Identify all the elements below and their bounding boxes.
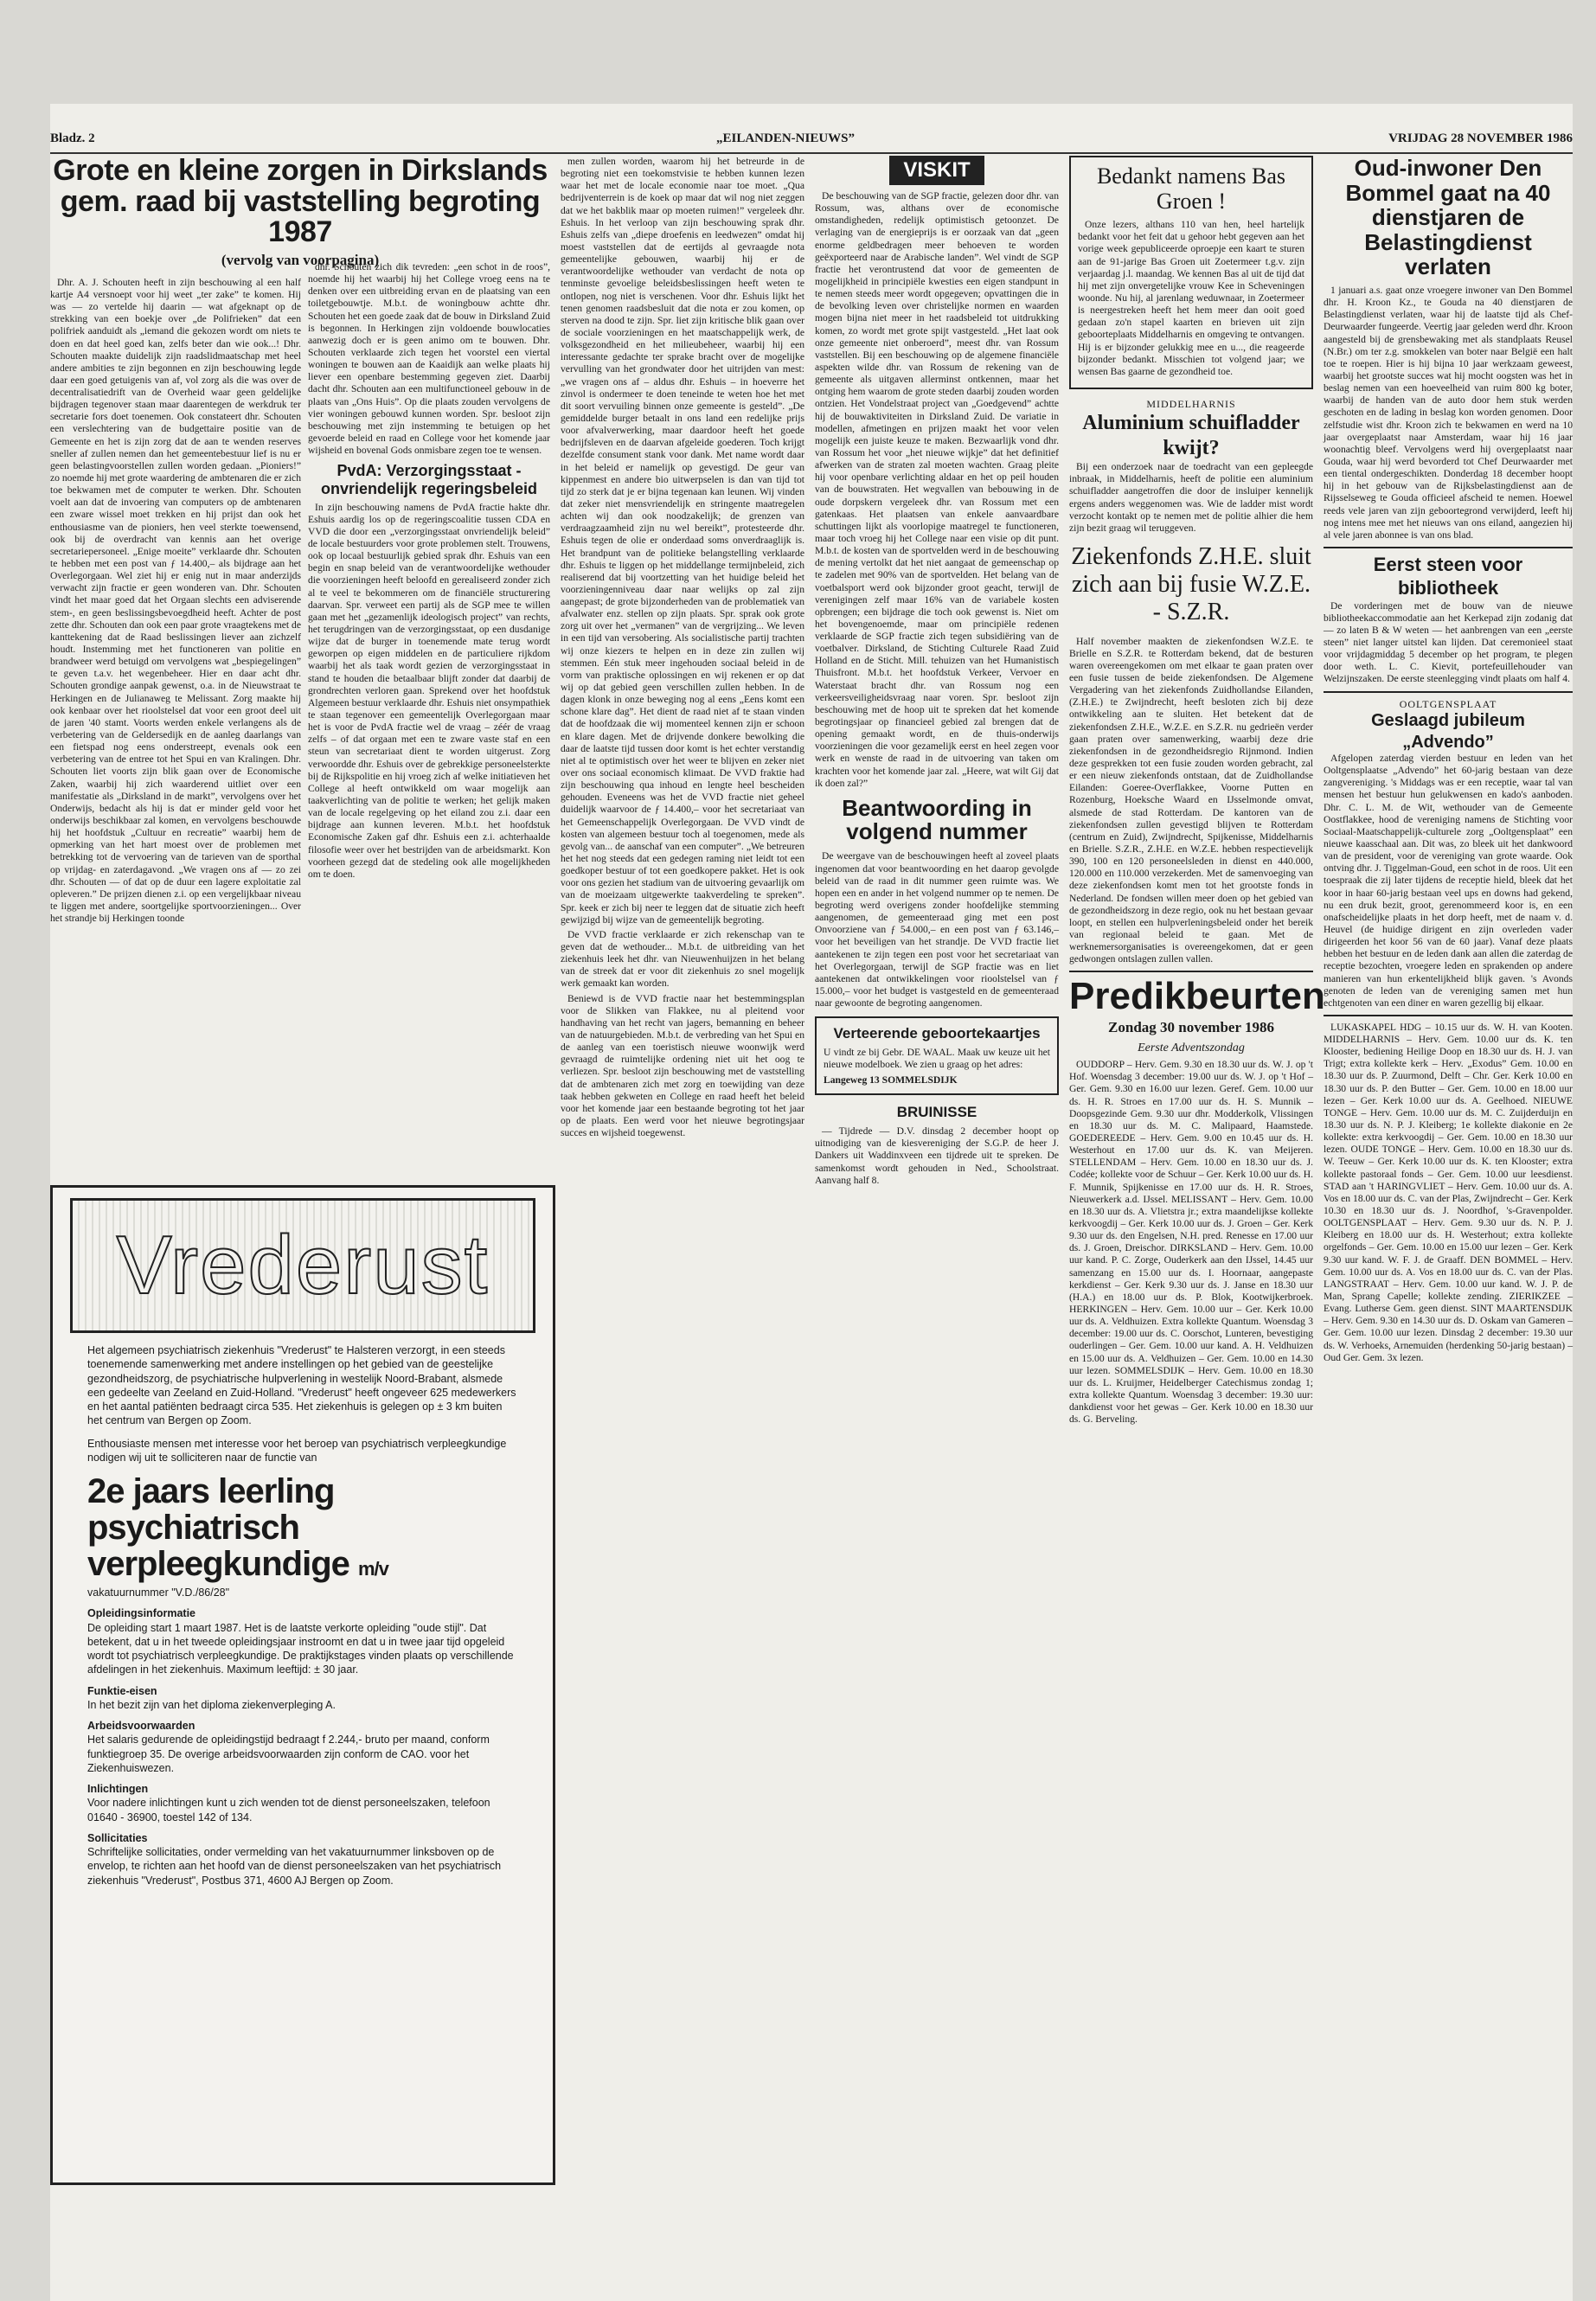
article-text: Onze lezers, althans 110 van hen, heel hartelijk bedankt voor het feit dat u gehoor hebt gegeven aan het vorige week gepubliceerde oproepje een kaart te sturen aan de 91-jarige Bas Groen uit Zoetermeer t.g.v. zijn verjaardag j.l. maandag. We kennen Bas al uit de tijd dat hij met zijn onvergetelijke vrouw Kee in Scheveningen woonde. Nu hij, al jarenlang weduwnaar, in Zoetermeer is neergestreken heeft het hem meer dan ooit goed gedaan zo'n stapel kaarten en brieven uit zijn geboorteplaats Middelharnis en omgeving te ontvangen. Hij is er bijzonder gelukkig mee en u..., die reageerde bijzonder bedankt. Misschien tot volgend jaar; we wensen Bas gaarne de gezondheid toe. (1078, 219, 1304, 377)
article-text: men zullen worden, waarom hij het betreurde in de begroting niet een toekomstvisie te hebben kunnen lezen waar het met de locale economie naar toe moet. „Qua bedrijventerrein is de koek op maar dat wil nog niet zeggen dat we het bakblik maar op moeten ruimen!” vergeleek dhr. Eshuis. In het verloop van zijn beschouwing sprak dhr. Eshuis zelfs van „diepe droefenis en leedwezen” omdat hij moest vaststellen dat de eertijds al gevraagde nota gemeentelijke gebouwen, waarbij hij er de verantwoordelijke wethouder van verdacht de nota op tenminste gevoelige beleidsbeslissingen heeft weten te ontlopen, nog niet is verschenen. Voor dhr. Eshuis lijkt het tenen genomen raadsbesluit dat die nota er zou komen, op sterven na dood te zijn. Spr. liet zijn kritische blik gaan over de sociale voorzieningen en het maatschappelijk werk, de volksgezondheid en het milieubeheer, waarbij hij een interessante gedachte ter sprake bracht over de mogelijke vervulling van het grondwater door het uitrijden van mest: „we vragen ons af – aldus dhr. Eshuis – in hoeverre het zinvol is ondermeer te doen teneinde te weten hoe het met dit soort vervuiling binnen onze gemeente is gesteld”. „De gemiddelde burger betaalt in ons land een redelijke prijs voor afvalverwerking, maar daardoor heeft het goede bedrijfsleven en de daarvan afgeleide goederen. Toch krijgt dezelfde consument stank voor dank. Met name wordt daar in het beleid er namelijk op gevestigd. De geur van kippenmest en andere bio uitwerpselen is dan van tijd tot tijd zo sterk dat je er bijna tegenaan kan leunen. Wij vinden dat zeker niet mensvriendelijk en stringente maatregelen achten wij dan ook noodzakelijk; de grenzen van verdraagzaamheid zijn nu wel bereikt”, protesteerde dhr. Eshuis tegen de olie er onderdaad soms onverdraaglijk is. Het brandpunt van de politieke belangstelling verklaarde dhr. Eshuis te liggen op het middellange termijnbeleid, zich realiserend dat bij voortzetting van het huidige beleid het voorzieningenniveau daar naar welijks op zal zijn aangepast; de grote bijzonderheden van de problematiek van afvalwater enz. stellen op zijn plaats. Spr. sprak ook grote zorg uit over het „vermanen” van de vergrijzing... We leven in een tijd van versobering. Als socialistische partij trachten wij onze kiezers te helpen en in deze zin zullen wij stemmen. Eén stuk meer ingehouden sociaal beleid in de vorm van praktische oplossingen en wij rekenen er op dat wij op dat gebied geen verschillen zullen hebben. In de dagen klonk in onze beweging nog al eens „Eens komt een schone klare dag”. Het dient de raad niet af te staan vinden dat de hoofdzaak die wij momenteel kennen zijn er schoon en klare dagen. Met de drijvende donkere bewolking die daar de laatste tijd tussen door komt is het echter verstandig niet al te optimistisch over het weer te blijven en zeker niet over ons sociaal economisch klimaat. De VVD fraktie had zijn beschouwing qua inhoud en lengte heel bescheiden gehouden. Eveneens was het de VVD fractie niet geheel duidelijk waarvoor de ƒ 14.400,– voor het secretariaat van het Gemeenschappelijk Overlegorgaan. De VVD vindt de kosten van algemeen bestuur toch al toegenomen, mede als gevolg van... de aanschaf van een computer”. „We betreuren het het nog steeds dat een gedegen raming niet leidt tot een goedkoper bestuur of tot een goedkopere pakket. Het is ook voor ons gezien het stadium van de uitvoering gevaarlijk om van de moeizaam uitgewerkte taakverdeling te spreken”. Spr. keek er zich bij neer te leggen dat de situatie zich heeft gewijzigd bij wijze van de gemeentelijk begroting. (561, 156, 804, 926)
section-heading: Beantwoording in volgend nummer (842, 794, 1032, 845)
viskit-logo: VISKIT (889, 156, 984, 185)
article-text: 1 januari a.s. gaat onze vroegere inwoner van Den Bommel dhr. H. Kroon Kz., te Gouda na 40 dienstjaren de Belastingdienst verlaten, waar hij de laatste tijd als Chef-Deurwaarder fungeerde. Veertig jaar geleden werd dhr. Kroon aangesteld bij de grensbewaking met als standplaats Reusel (N.Br.) om ter z.g. smokkelen van boter naar België een halt toe te roepen. Hier is hij bijna 10 jaar werkzaam geweest, waarbij het grootste succes wat hij mocht oogsten was het in beslag nemen van een hoeveelheid van ruim 800 kg boter, waarbij de handen van de auto door hem stuk werden geschoten en de lading in beslag kon worden genomen. Door zelfstudie wist dhr. Kroon zich te bekwamen en werd na 10 jaar overgeplaatst naar Amsterdam, waar hij 16 jaar woonachtig bleef. Vervolgens werd hij overgeplaatst naar Gouda, waar hij werd bevorderd tot Chef Deurwaarder met een tiental ondergeschikten. Donderdag 18 december hoopt hij in het gebouw van de Rijksbelastingdienst aan de Rijsselseweg te Gouda officieel afscheid te nemen. Hoewel reeds vele jaren van zijn geboortegrond verwijderd, leeft hij nog intens mee met het nieuws van ons eiland, aangezien hij al vele jaren abonnee is van ons blad. (1324, 284, 1573, 541)
section-heading: Oud-inwoner Den Bommel gaat na 40 dienstjaren de Belastingdienst verlaten (1345, 155, 1551, 280)
place-label: OOLTGENSPLAAT (1399, 697, 1497, 710)
place-label: MIDDELHARNIS (1146, 398, 1236, 411)
section-heading: BRUINISSE (896, 1104, 977, 1121)
bas-groen-box (1069, 156, 1313, 389)
ad-text: Het salaris gedurende de opleidingstijd bedraagt f 2.244,- bruto per maand, conform funktiegroep 35. De overige arbeidsvoorwaarden zijn conform de CAO. voor het Ziekenhuiswezen. (87, 1734, 490, 1774)
article-text: De beschouwing van de SGP fractie, gelezen door dhr. van Rossum, was, althans over de economische omstandigheden, redelijk optimistisch getoonzet. De verlaging van de energieprijs is er oorzaak van dat „geen enorme geldbedragen meer behoeven te worden geëxporteerd naar de Arabische landen”. Wel vindt de SGP fractie het verontrustend dat voor de gemeenten de mogelijkheid in principiële kwesties een eigen standpunt in te nemen steeds meer wordt opgegeven; opvattingen die in de bevolking leven over christelijke normen en waarden mogen bijna niet meer in het raadsbeleid tot uitdrukking komen, zo wordt met grote spijt vastgesteld. „Het laat ook onze gemeente niet onberoerd”, meest dhr. van Rossum vaststellen. Bij een beschouwing op de algemene financiële aspekten wilde dhr. van Rossum de rekening van de gemeente als uitgaven allerminst ontkennen, maar het ontging hem waarom de grote steden daarbij zouden worden ontzien. Het Vondelstraat project van „Goedgevend” achtte hij de bouwaktiviteiten in Dirksland Zuid. De variatie in modellen, afmetingen en prijzen maakt het voor velen mogelijk een juiste keuze te maken. Bezwaarlijk vond dhr. van Rossum het voor „het nieuwe wijkje” dat het definitief afwerken van de straten zal moeten wachten. Graag pleite hij voor openbare verlichting aldaar en het op peil houden van de bouwstraten. Het wegvallen van bebouwing in de oude dorpskern vergeleek dhr. van Rossum met een gatenkaas. Het plaatsen van enkele aanvaardbare schuttingen lijkt als voorlopige maatregel te functioneren, maar toch vroeg hij het College naar een visie op dit punt. M.b.t. de kosten van de sportvelden werd in de beschouwing de mening vertolkt dat het niet aangaat de gemeenschap op te zadelen met 90% van de sportvelden. Het belang van de voetbalsport werd ook bijzonder groot geacht, terwijl de verenigingen zelf maar 16% van de variabele kosten opbrengen; een bijdrage die toch ook gewenst is. Niet om het bovengenoemde, maar om principiële redenen verklaarde de SGP fractie zich tegen subsidiëring van de voetbalver. Dirksland, de Stichting Culturele Raad Zuid Holland en de Sticht. Mill. tehuizen van het Humanistisch Thuisfront. M.b.t. het hoofdstuk Verkeer, Vervoer en Waterstaat bracht dhr. van Rossum nog een verkeersveiligheidsvraag naar voren. Spr. besloot zijn beschouwing met de hoop uit te spreken dat het komende begrotingsjaar op financieel gebied zal brengen dat de opening gemaakt wordt, en de thuis-onderwijs voorzieningen die voor gezamelijk eerst en heel zegen voor werk en wenste de raad in de uitvoering van taken om krachten voor het komende jaar zal. „Heere, wat wilt Gij dat ik doen zal?” (815, 190, 1059, 789)
article-text: Bij een onderzoek naar de toedracht van een gepleegde inbraak, in Middelharnis, heeft de politie een aluminium schuifladder aangetroffen die door de insluiper kennelijk ergens anders weggenomen was. Wie de ladder mist wordt verzocht kontakt op te nemen met de politie alhier die hem zijn bezit graag wil teruggeven. (1069, 461, 1313, 534)
divider (1069, 971, 1313, 972)
article-text: Dhr. A. J. Schouten heeft in zijn beschouwing al een half kartje A4 versnoept voor hij weet „ter zake” te komen. Hij was — zo vertelde hij daarin — wat afgeknapt op de strekking van een boekje over „de Polifrieken” dat een polifriek aanduidt als „iemand die gekozen wordt om niets te doen en dat heel goed kan, zelfs beter dan wie ook...! Dhr. Schouten maakte duidelijk zijn raadslidmaatschap met heel andere ambities te zijn begonnen en zijn beschouwing legde daar een goed getuigenis van af, vol zorg als die was over de decentralisatiedrift van de Overheid waar geen geldelijke bijdragen tegenover staan maar daarentegen de werkdruk ter secretarie fors doet toenemen. Ook constateert dhr. Schouten een verslechtering van de budgettaire positie van de Gemeente en het is zijn zorg dat de aan te wenden reserves sneller af zullen nemen dan het gemeentebestuur lief is nu er geen belastingvoorstellen zullen worden gedaan. „Pioniers!” zo noemde hij met grote waardering de ambtenaren die er zich toe bekwamen met de computer te werken. Dhr. Schouten voelt aan dat de invoering van computers op de ambtenaren een zware wissel moet trekken en hij prijst dan ook het enthousiasme van de pioniers, hen veel sterkte toewensend, ook bij de overdracht van kennis aan het overige secretariepersoneel. „Enige moeite” verklaarde dhr. Schouten te hebben met een post van ƒ 14.400,– als bijdrage aan het Overlegorgaan. Wel ziet hij er enig nut in maar anderzijds verwacht zijn fractie er geen wonderen van. Dhr. Schouten vindt het maar goed dat het Orgaan slechts een adviserende stem-, en geen beslissingsbevoegdheid heeft. Achter de post zette dhr. Schouten dan ook een paar grote vraagtekens met de kanttekening dat de Raad beslissingen liever aan zichzelf houdt. Instemming met het functioneren van politie en brandweer werd betuigd om vervolgens wat „bespiegelingen” te geven t.a.v. het wegenbeheer. Hier en daar acht dhr. Schouten grondige aanpak gewenst, o.a. in de Nieuwstraat te Herkingen en de Julianaweg te Melissant. Zorg maakte hij ook kenbaar over het rioolstelsel dat voor een groot deel uit de jaren '40 stamt. Voorts werden enkele verlangens als de verbetering van de Geldersedijk en de aanleg daarlangs van een fietspad nog eens onderstreept, evenals ook een verbetering van de entree tot het Spui en van Kralingen. Dhr. Schouten liet voorts zijn blik gaan over de Economische Zaken, waarbij hij zich waarderend uitliet over een manifestatie als „Dirksland in de markt”, vervolgens over het Onderwijs, bedacht als hij is dat er minder geld voor het onderwijs beschikbaar zal komen, en vervolgens beschouwde hij het hoofdstuk „Cultuur en recreatie” waarbij hem de opmerking van het hart moest over de problemen met betrekking tot de vervoering van de tarieven van de sporthal op vrijdag- en zaterdagavond. „We vragen ons af — zo zei dhr. Schouten — of dat op de duur een lagere exploitatie zal opleveren.” De prijzen dienen z.i. op een vergelijkbaar niveau te liggen met andere, soortgelijke sportvoorzieningen... Over het strandje bij Herkingen toonde (50, 276, 301, 925)
column-6 (1324, 156, 1573, 2180)
ad-call: Enthousiaste mensen met interesse voor het beroep van psychiatrisch verpleegkundige nodigen wij uit te solliciteren naar de functie van (87, 1437, 507, 1464)
section-heading: Aluminium schuifladder kwijt? (1082, 411, 1300, 459)
ad-text: U vindt ze bij Gebr. DE WAAL. Maak uw keuze uit het nieuwe modelboek. We zien u graag op het adres: (824, 1047, 1050, 1071)
page-number: Bladz. 2 (50, 131, 95, 145)
ad-job-title: 2e jaars leerling psychiatrisch verpleegkundige (87, 1472, 349, 1583)
ad-label: Inlichtingen (87, 1783, 149, 1795)
column-2 (308, 261, 550, 1176)
column-4 (815, 156, 1059, 2180)
vrederust-advertisement (50, 1185, 555, 2185)
service-subtitle: Eerste Adventszondag (1138, 1042, 1245, 1055)
ad-address: Langeweg 13 SOMMELSDIJK (824, 1074, 958, 1086)
article-text: Beniewd is de VVD fractie naar het bestemmingsplan voor de Slikken van Flakkee, nu al pleitend voor handhaving van het recht van jagers, bemanning en beheer van de natuurgebieden. M.b.t. de verbreding van het Spui en de aanleg van een toeristisch nieuwe woonwijk werd gevraagd de ruimtelijke ordening niet uit het oog te verliezen. Spr. besloot zijn beschouwing met de vaststelling dat de ambtenaren zich met zorg en toewijding van deze taak hebben gekweten en College en raad heeft het beleid voor het komende jaar een bestaande begroting tot het jaar op de plaats. Een werd voor het nieuwe begrotingsjaar succes en wijsheid toegewenst. (561, 992, 804, 1139)
page-header (50, 128, 1573, 154)
article-text: dhr. Schouten zich dik tevreden: „een schot in de roos”, noemde hij het waarbij hij het College vroeg eens na te denken over een uitbreiding ervan en de plaatsing van een toiletgebouwtje. M.b.t. de woningbouw achtte dhr. Schouten het een goede zaak dat de bouw in Dirksland Zuid is begonnen. In Herkingen zijn voldoende bouwlocaties aanwezig doch er is geen animo om te bouwen. Dhr. Schouten verklaarde zich tegen het voorstel een viertal woningen te bouwen aan de Kaaidijk aan welke plaats hij liever een openbare bestemming gegeven ziet. Daarbij dacht dhr. Schouten aan een multifunctioneel gebouw in de plaats van „Ons Huis”. Op die plaats zouden vervolgens de vier woningen gebouwd kunnen worden. Spr. besloot zijn beschouwing met zijn instemming te betuigen op het gevoerde beleid en raad en College voor het komende jaar wijsheid en bovenal Gods onmisbare zegen toe te wensen. (308, 261, 550, 457)
ad-label: Arbeidsvoorwaarden (87, 1720, 195, 1732)
article-text: In zijn beschouwing namens de PvdA fractie hakte dhr. Eshuis aardig los op de regeringscoalitie tussen CDA en VVD die door een „verzorgingsstaat onvriendelijk beleid” de locale bestuurders voor grote problemen stelt. Trouwens, ook op locaal bestuurlijk gebied sprak dhr. Eshuis van een begin en snap beleid van de verantwoordelijke wethouder die voorzieningen heeft beloofd en gerealiseerd zonder zich al te veel te bekommeren om de financiële structurering daarvan. Spr. verweet een partij als de SGP mee te willen gaan met het „gezamenlijk ideologisch project” van rechts, het terugdringen van de verzorgingsstaat, op een dusdanige wijze dat de burger in toenemende mate terug wordt geworpen op eigen middelen en de particuliere rijkdom waarbij het als taak wordt gezien de verzorgingsstaat in stand te houden die betaalbaar blijft zonder dat daarbij de grondrechten verloren gaan. Sprekend over het hoofdstuk Algemeen bestuur verklaarde dhr. Eshuis niet onsympathiek te staan tegenover een gemeentelijk Overlegorgaan maar het is voor de PvdA fractie wel de vraag – zéér de vraag zelfs – of dat orgaan met een te zware vaste staf en een steun van secretariaat dient te worden uitgerust. Zorg verwoordde dhr. Eshuis over de gebrekkige personeelsterkte bij de Rijkspolitie en hij vroeg zich af welke initiatieven het College al heeft ontwikkeld om waar mogelijk aan taakverlichting van de politie te werken; het gelijk maken van de locale regelgeving op het eiland zou z.i. daar een bijdrage aan kunnen leveren. M.b.t. het hoofdstuk Economische Zaken gaf dhr. Eshuis een z.i. achterhaalde filosofie weer over het bestrijden van de arbeidsmarkt. Kon voorheen gezegd dat de stedeling ook alle mogelijkheden om te doen. (308, 501, 550, 880)
service-list: LUKASKAPEL HDG – 10.15 uur ds. W. H. van Kooten. MIDDELHARNIS – Herv. Gem. 10.00 uur ds. K. ten Klooster, bediening Heilige Doop en 18.30 uur ds. H. J. van Trigt; extra kollekte kerk – Herv. „Exodus” Gem. 10.00 en 18.30 uur ds. P. Zuurmond, Delft – Chr. Ger. Kerk 10.00 en 18.30 uur ds. P. den Butter – Ger. Gem. 10.00 en 18.00 uur lezen – Ger. Kerk 10.00 uur ds. A. Geelhoed. NIEUWE TONGE – Herv. Gem. 10.00 uur ds. M. C. Zuijderduijn en 18.30 uur ds. N. P. J. Kleiberg; 1e kollekte diakonie en 2e kollekte: extra kerkvoogdij – Ger. Gem. 10.00 en 18.30 uur lezen. OUDE TONGE – Herv. Gem. 10.00 en 18.30 uur ds. W. Teeuw – Ger. Kerk 10.00 uur ds. K. ten Klooster; extra kollekte pastoraal fonds – Ger. Gem. 10.00 uur leesdienst. STAD aan 't HARINGVLIET – Herv. Gem. 10.00 uur ds. A. Vos en 18.00 uur ds. C. van der Plas, Zwijndrecht – Ger. Kerk 10.30 en 18.30 uur ds. J. Noordhof, 's-Gravenpolder. OOLTGENSPLAAT – Herv. Gem. 9.30 uur ds. N. P. J. Kleiberg en 18.00 uur ds. H. Westerhout; extra kollekte orgelfonds – Ger. Gem. 10.00 en 15.00 uur lezen – Ger. Kerk 9.30 uur kand. W. F. J. de Graaff. DEN BOMMEL – Herv. Gem. 10.00 uur ds. A. Vos en 18.00 uur ds. C. van der Plas. LANGSTRAAT – Herv. Gem. 10.00 uur kand. W. J. P. de Man, Sprang Capelle; kollekte zending. ZIERIKZEE – Evang. Lutherse Gem. geen dienst. SINT MAARTENSDIJK – Herv. Gem. 9.30 en 14.30 uur ds. D. Oskam van Gameren – Ger. Gem. 10.00 uur lezen. Dinsdag 2 december: 19.30 uur ds. W. Verhoeks, Arnemuiden (herdenking 50-jarig bestaan) – Oud Ger. Gem. 3x lezen. (1324, 1021, 1573, 1363)
ad-label: Funktie-eisen (87, 1684, 157, 1697)
article-text: De vorderingen met de bouw van de nieuwe bibliotheekaccommodatie aan het Kerkepad zijn zodanig dat — zo laten B & W weten — het aanbrengen van een „eerste steen” niet langer uitstel kan lijden. Dat ceremonieel staat voor vrijdagmiddag 5 december op het program, te plegen door weth. L. C. Kievit, portefeuillehouder van Welzijnszaken. De eerste steenlegging vindt plaats om half 4. (1324, 599, 1573, 685)
main-subtitle: (vervolg van voorpagina) (221, 252, 380, 269)
vrederust-logo: Vrederust (70, 1198, 535, 1333)
ad-intro: Het algemeen psychiatrisch ziekenhuis "Vrederust" te Halsteren verzorgt, in een steeds toenemende samenwerking met andere instellingen op het gebied van de geestelijke gezondheidszorg, de psychiatrische hulpverlening in westelijk Noord-Brabant, alsmede een gedeelte van Zeeland en Zuid-Holland. "Vrederust" heeft ongeveer 625 medewerkers en het aantal patiënten bedraagt circa 535. Het ziekenhuis is gelegen op ± 3 km buiten het centrum van Bergen op Zoom. (87, 1344, 516, 1427)
ad-title: Verteerende geboortekaartjes (833, 1025, 1041, 1042)
article-text: Half november maakten de ziekenfondsen W.Z.E. te Brielle en S.Z.R. te Rotterdam bekend, dat de besturen waren overeengekomen om met elkaar te gaan praten over een fusie tussen de beide ziekenfondsen. De Algemene Vergadering van het ziekenfonds Zuidhollandse Eilanden, (Z.H.E.) te Zwijndrecht, heeft besloten zich bij deze ontwikkeling aan te sluiten. Het betekent dat de ziekenfondsen Z.H.E., W.Z.E. en S.Z.R. nu gedrieën verder gaan praten over samenwerking, waarbij deze drie ziekenfondsen in de gezondheidsregio Rijnmond. Indien deze gesprekken tot een fusie zouden worden gebracht, zal er een nieuw ziekenfonds ontstaan, dat de Zuidhollandse Eilanden: Goeree-Overflakkee, Voorne Putten en Rozenburg, Hoeksche Waard en IJsselmonde omvat, alsmede de stad Rotterdam. De kantoren van de ziekenfondsen zullen gevestigd blijven te Rotterdam (centrum en Zuid), Zwijndrecht, Spijkenisse, Middelharnis en Brielle. S.Z.R., Z.H.E. en W.Z.E. hebben respectievelijk 390, 100 en 120 personeelsleden in dienst en 440.000, 120.000 en 110.000 verzekerden. Met de samenvoeging van deze ziekenfondsen komt men tot het grootste fonds in Nederland. De fondsen willen meer doen op het gebied van de gezondheidszorg in deze regio, ook nu het bestaan gevaar loopt, en stellen een hulpverleningsbeleid onder het bereik van regionaal beleid te gaan. Met de werknemersorganisaties is overeengekomen, dat er geen gedwongen ontslagen zullen vallen. (1069, 635, 1313, 965)
article-text: Afgelopen zaterdag vierden bestuur en leden van het Ooltgensplaatse „Advendo” het 60-jarig bestaan van deze zangvereniging. 's Middags was er een receptie, waar tal van mensen het bestuur hun gelukwensen en kado's aanboden. Dhr. C. L. M. de Wit, wethouder van de Gemeente Oostflakkee, hood de vereniging namens de Stichting voor Sociaal-Maatschappelijk-culturele zorg „Ooltgensplaat” een nieuwe kaasschaal aan. Dit was, zo bleek uit het dankwoord van de president, voor de vereniging van grote waarde. Ook ontving dhr. J. Tiggelman-Goud, een schot in de roos. Uit een toespraak die zij later tijdens de receptie hield, bleek dat het koor in haar 60-jarig bestaan veel ups en downs had gekend, nu een druk bezit, groot, gerenommeerd koor is, en een onafscheidelijke plaats in het dorp heeft, met de naam v. d. Heuvel (de huidige dirigent en zijn overleden vader dirigeerden het koor 56 van de 60 jaar). Vanaf deze plaats hebben het bestuur en de leden dank aan allen die zaterdag de receptie bezochten, vroegere leden en sprakenden op andere manieren van hun erkentelijkheid blijk gaven. 's Avonds genoten de leden van de vereniging samen met hun echtgenoten van een diner en waren gezellig bij elkaar. (1324, 752, 1573, 1009)
divider (1324, 691, 1573, 693)
section-heading: Ziekenfonds Z.H.E. sluit zich aan bij fusie W.Z.E. - S.Z.R. (1071, 543, 1311, 626)
article-text: De weergave van de beschouwingen heeft al zoveel plaats ingenomen dat voor beantwoording en het daarop gevolgde beleid van de raad in dit nummer geen ruimte was. We hopen een en ander in het volgend nummer op te nemen. De begroting werd overigens zonder hoofdelijke stemming aangenomen, de gemeenteraad ging met een post Onvoorziene van ƒ 54.000,– en een post van ƒ 63.146,– voor het beveiligen van het strandje. De VVD fractie liet aantekenen te zijn tegen een post voor het secretariaat van het Overlegorgaan, terwijl de SGP fractie was en liet aantekenen dat ontwikkelingen voor rioolstelsel van ƒ 15.000,– voor het budget is vastgesteld en de gemeenteraad naar gewoonte de begroting aangenomen. (815, 850, 1059, 1009)
ad-mv: m/v (358, 1558, 388, 1580)
birth-cards-ad (815, 1016, 1059, 1095)
predikbeurten-title: Predikbeurten (1069, 975, 1325, 1018)
ad-label: Opleidingsinformatie (87, 1607, 196, 1620)
ad-text: Voor nadere inlichtingen kunt u zich wenden tot de dienst personeelszaken, telefoon 01640 - 36900, toestel 142 of 134. (87, 1797, 490, 1823)
service-list: OUDDORP – Herv. Gem. 9.30 en 18.30 uur ds. W. J. op 't Hof. Woensdag 3 december: 19.00 uur ds. W. J. op 't Hof – Ger. Gem. 9.30 en 16.00 uur lezen. Geref. Gem. 10.00 uur ds. H. R. Stroes en 17.00 uur ds. H. S. Munnik – Doopsgezinde Gem. 9.30 uur dhr. Modderkolk, Vlissingen en 18.30 uur ds. M. C. Malipaard, Haamstede. GOEDEREEDE – Herv. Gem. 9.00 en 10.45 uur ds. H. Westerhout en 17.00 uur ds. K. van Meijeren. STELLENDAM – Herv. Gem. 10.00 en 18.30 uur ds. J. Codée; kollekte voor de Schuur – Ger. Kerk 10.00 uur ds. H. F. Munnik, Spijkenisse en 17.00 uur ds. H. R. Stroes, Nieuwerkerk a.d. IJssel. MELISSANT – Herv. Gem. 10.00 en 18.30 uur ds. A. Vlietstra jr.; extra maandelijkse kollekte kerkvoogdij – Ger. Kerk 10.00 uur ds. J. Groen – Ger. Kerk 9.30 uur ds. den Engelsen, N.H. pred. Renesse en 17.00 uur ds. J. Groen, Dreischor. DIRKSLAND – Herv. Gem. 10.00 uur kand. P. C. Zorge, Ouderkerk aan den IJssel, 14.45 uur samenzang en 15.00 uur ds. I. Hoornaar, aangepaste kerkdienst – Ger. Kerk 9.30 uur ds. J. Janse en 18.30 uur (H.A.) en 18.00 uur ds. P. Blok, Kootwijkerbroek. HERKINGEN – Herv. Gem. 10.00 uur – Ger. Kerk 10.00 uur ds. A. Veldhuizen. Extra kollekte Quantum. Woensdag 3 december: 19.00 uur ds. C. Oorschot, Lunteren, bevestiging ouderlingen – Ger. Gem. 10.00 uur kand. A. H. Veldhuizen en 15.00 uur ds. A. Veldhuizen – Ger. Gem. 10.00 en 14.30 uur lezen. SOMMELSDIJK – Herv. Gem. 10.00 en 18.30 uur ds. L. Kruijmer, Heidelberger Catechismus zondag 1; extra kollekte Quantum. Woensdag 3 december: 19.30 uur: dankdienst voor het gewas – Ger. Kerk 10.00 en 18.30 uur ds. G. Berveling. (1069, 1059, 1313, 1426)
column-5 (1069, 156, 1325, 2180)
ad-text: In het bezit zijn van het diploma ziekenverpleging A. (87, 1698, 336, 1711)
section-heading: PvdA: Verzorgingsstaat - onvriendelijk regeringsbeleid (320, 462, 538, 497)
paper-name: „EILANDEN-NIEUWS” (716, 131, 856, 145)
newspaper-page (50, 104, 1573, 2301)
service-date: Zondag 30 november 1986 (1108, 1019, 1274, 1036)
section-heading: Geslaagd jubileum „Advendo” (1371, 711, 1525, 752)
ad-text: Schriftelijke sollicitaties, onder vermelding van het vakatuurnummer linksboven op de envelop, te richten aan het hoofd van de dienst personeelszaken van het psychiatrisch ziekenhuis "Vrederust", Postbus 371, 4600 AJ Bergen op Zoom. (87, 1846, 502, 1887)
article-text: De VVD fractie verklaarde er zich rekenschap van te geven dat de wethouder... M.b.t. de uitbreiding van het ziekenhuis leek het dhr. van Nieuwenhuijzen in het belang van de streek dat er voor dit ziekenhuis zo snel mogelijk werk gemaakt kan worden. (561, 928, 804, 990)
article-text: — Tijdrede — D.V. dinsdag 2 december hoopt op uitnodiging van de kiesvereniging der S.G.P. de heer J. Dankers uit Waddinxveen een tijdrede uit te spreken. De samenkomst wordt gehouden in Ned., Schoolstraat. Aanvang half 8. (815, 1125, 1059, 1186)
ad-text: De opleiding start 1 maart 1987. Het is de laatste verkorte opleiding "oude stijl". Dat betekent, dat u in het tweede opleidingsjaar instroomt en dat u in twee jaar tijd opgeleid wordt tot psychiatrisch verpleegkundige. De praktijkstages vinden plaats op verschillende afdelingen in het ziekenhuis. Maximum leeftijd: ± 30 jaar. (87, 1621, 514, 1676)
main-headline: Grote en kleine zorgen in Dirkslands gem. raad bij vaststelling begroting 1987 (53, 154, 548, 249)
box-title: Bedankt namens Bas Groen ! (1096, 163, 1286, 214)
ad-label: Sollicitaties (87, 1831, 148, 1844)
divider (1324, 547, 1573, 548)
column-3 (561, 156, 804, 2180)
ad-vacancy-number: vakatuurnummer "V.D./86/28" (87, 1586, 230, 1599)
divider (1324, 1015, 1573, 1016)
issue-date: VRIJDAG 28 NOVEMBER 1986 (1388, 131, 1573, 145)
section-heading: Eerst steen voor bibliotheek (1373, 553, 1523, 599)
